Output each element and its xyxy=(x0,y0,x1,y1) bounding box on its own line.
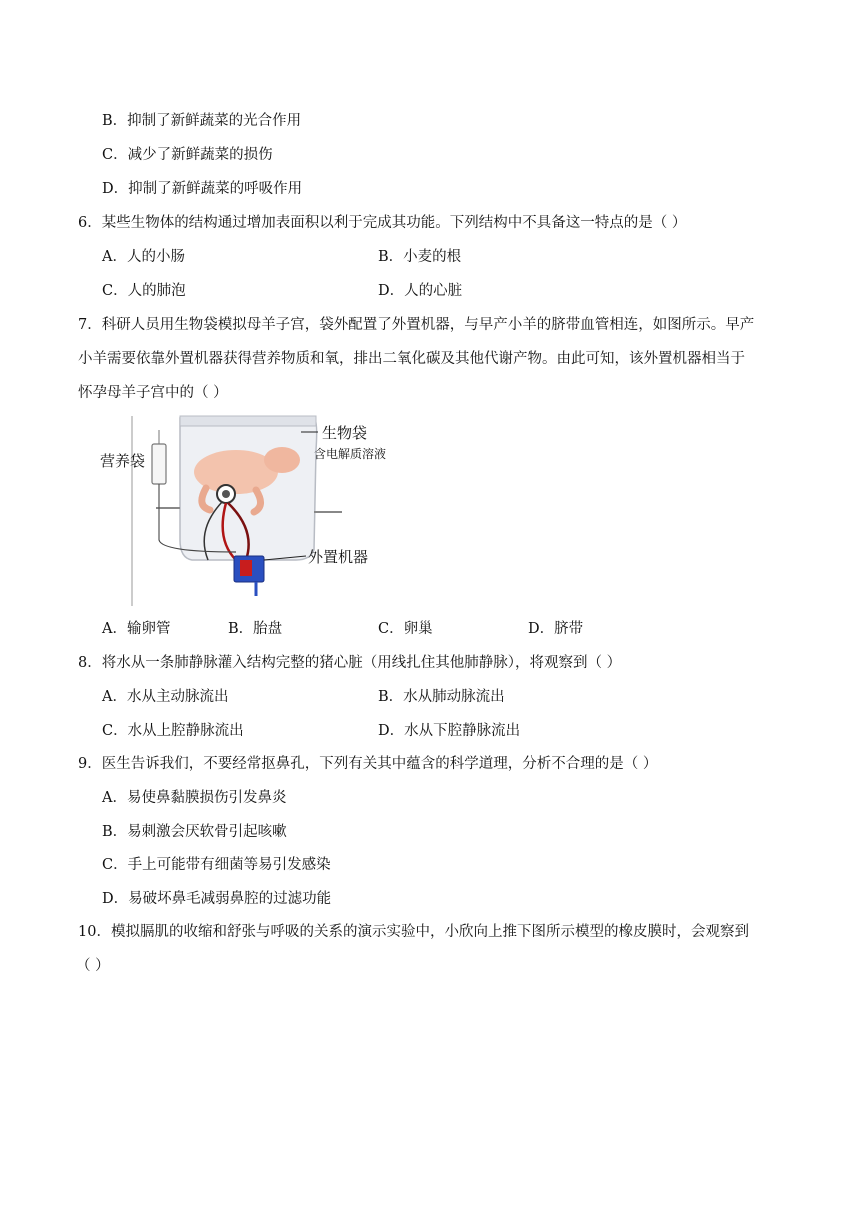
q10-stem-line2: （ ） xyxy=(76,958,110,974)
q9-option-a: A．易使鼻黏膜损伤引发鼻炎 xyxy=(102,790,287,806)
artificial-womb-diagram xyxy=(96,410,406,610)
q7-option-c: C．卵巢 xyxy=(378,621,433,637)
q8-option-b: B．水从肺动脉流出 xyxy=(378,689,505,705)
label-external-machine: 外置机器 xyxy=(308,548,369,566)
q8-option-c: C．水从上腔静脉流出 xyxy=(102,723,244,739)
nutrient-bag xyxy=(152,444,166,484)
q7-option-d: D．脐带 xyxy=(528,621,584,637)
q8-option-a: A．水从主动脉流出 xyxy=(102,689,229,705)
q7-stem-line1: 7．科研人员用生物袋模拟母羊子宫，袋外配置了外置机器，与早产小羊的脐带血管相连，如图所示。早产 xyxy=(78,317,755,333)
label-nutrient-bag: 营养袋 xyxy=(100,452,146,470)
q6-option-a: A．人的小肠 xyxy=(102,249,185,265)
q9-option-c: C．手上可能带有细菌等易引发感染 xyxy=(102,857,331,873)
label-electrolyte: 含电解质溶液 xyxy=(314,447,387,461)
lamb-head xyxy=(264,447,300,473)
q6-option-c: C．人的肺泡 xyxy=(102,283,186,299)
q6-option-b: B．小麦的根 xyxy=(378,249,462,265)
q7-stem-line2: 小羊需要依靠外置机器获得营养物质和氧，排出二氧化碳及其他代谢产物。由此可知，该外置机器相当于 xyxy=(78,351,745,367)
artificial-womb-figure xyxy=(96,410,406,610)
q7-stem-line3: 怀孕母羊子宫中的（ ） xyxy=(78,385,228,401)
q9-stem: 9．医生告诉我们，不要经常抠鼻孔，下列有关其中蕴含的科学道理，分析不合理的是（ ） xyxy=(78,756,658,772)
q8-stem: 8．将水从一条肺静脉灌入结构完整的猪心脏（用线扎住其他肺静脉），将观察到（ ） xyxy=(78,655,622,671)
q9-option-d: D．易破坏鼻毛减弱鼻腔的过滤功能 xyxy=(102,891,332,907)
q5-option-c: C．减少了新鲜蔬菜的损伤 xyxy=(102,147,273,163)
q8-option-d: D．水从下腔静脉流出 xyxy=(378,723,521,739)
label-bio-bag: 生物袋 xyxy=(322,424,368,442)
q7-option-b: B．胎盘 xyxy=(228,621,283,637)
q5-option-b: B．抑制了新鲜蔬菜的光合作用 xyxy=(102,113,302,129)
q5-option-d: D．抑制了新鲜蔬菜的呼吸作用 xyxy=(102,181,303,197)
q6-option-d: D．人的心脏 xyxy=(378,283,463,299)
q6-stem: 6．某些生物体的结构通过增加表面积以利于完成其功能。下列结构中不具备这一特点的是（ ） xyxy=(78,215,687,231)
q9-option-b: B．易刺激会厌软骨引起咳嗽 xyxy=(102,824,287,840)
q7-option-a: A．输卵管 xyxy=(102,621,171,637)
q10-stem-line1: 10．模拟膈肌的收缩和舒张与呼吸的关系的演示实验中，小欣向上推下图所示模型的橡皮膜时，会观察到 xyxy=(78,924,749,940)
